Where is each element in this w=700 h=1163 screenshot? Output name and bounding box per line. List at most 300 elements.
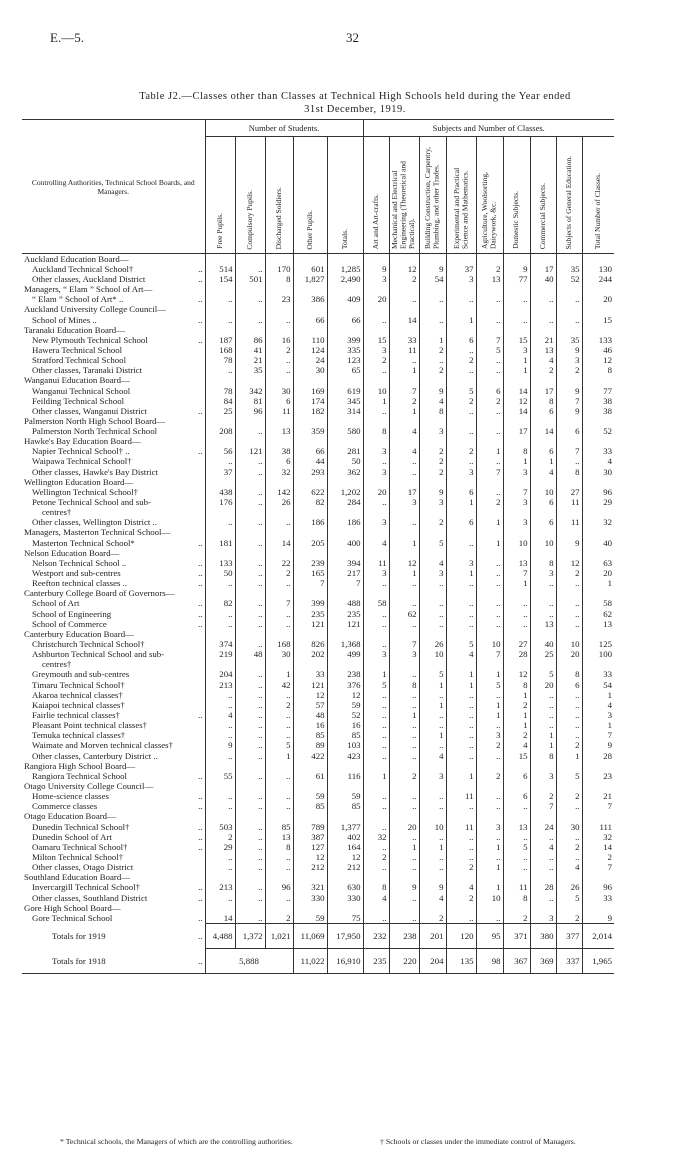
table-cell: .. (235, 315, 265, 325)
table-cell: 13 (582, 619, 614, 629)
table-cell (363, 254, 389, 265)
column-header-label: Agriculture, Woolsorting, Dairywork, &c. (480, 172, 498, 250)
table-cell (530, 437, 556, 447)
table-row (22, 751, 614, 761)
table-cell: 374 (205, 639, 235, 649)
table-cell (363, 761, 389, 771)
table-cell (582, 812, 614, 822)
table-cell: .. (205, 457, 235, 467)
table-cell: .. (530, 862, 556, 872)
table-cell: 7 (389, 386, 419, 396)
table-cell (389, 508, 419, 518)
row-label (22, 949, 205, 974)
table-cell: 8 (265, 842, 293, 852)
table-cell: .. (235, 295, 265, 305)
table-cell: 11 (265, 406, 293, 416)
table-cell (389, 781, 419, 791)
table-cell: 1 (476, 518, 503, 528)
row-label (22, 812, 205, 822)
table-cell: .. (476, 295, 503, 305)
table-cell: 28 (530, 883, 556, 893)
table-cell: .. (363, 700, 389, 710)
table-cell: .. (265, 731, 293, 741)
table-row (22, 254, 614, 265)
row-label (22, 599, 205, 609)
row-label (22, 355, 205, 365)
table-cell: 35 (556, 335, 582, 345)
total-cell: 369 (530, 949, 556, 974)
table-cell (446, 761, 476, 771)
table-cell: 85 (327, 802, 363, 812)
table-cell: 16 (293, 720, 327, 730)
table-cell: .. (389, 700, 419, 710)
table-cell (363, 589, 389, 599)
table-cell (446, 660, 476, 670)
table-cell (293, 305, 327, 315)
table-cell: .. (389, 690, 419, 700)
table-cell: .. (419, 720, 446, 730)
table-cell: 8 (389, 680, 419, 690)
table-cell: .. (363, 862, 389, 872)
table-cell: .. (363, 690, 389, 700)
table-cell: 13 (265, 426, 293, 436)
column-header-label: Totals. (339, 229, 349, 250)
table-cell (363, 812, 389, 822)
table-row (22, 386, 614, 396)
table-cell (419, 376, 446, 386)
table-cell (530, 508, 556, 518)
table-cell: 6 (530, 447, 556, 457)
table-cell: 164 (327, 842, 363, 852)
table-cell: 2 (389, 771, 419, 781)
table-cell: .. (446, 700, 476, 710)
table-cell: .. (205, 852, 235, 862)
row-label-text: Dunedin Technical School† (32, 821, 130, 832)
table-cell (530, 305, 556, 315)
table-cell: 4 (419, 558, 446, 568)
table-cell (293, 508, 327, 518)
row-label (22, 274, 205, 284)
table-cell (363, 325, 389, 335)
table-cell: 6 (556, 426, 582, 436)
table-cell (293, 903, 327, 913)
row-label (22, 376, 205, 386)
table-cell (503, 325, 530, 335)
row-label-text: Waimate and Morven technical classes† (32, 740, 173, 751)
table-cell (293, 376, 327, 386)
table-cell: 14 (503, 386, 530, 396)
table-cell (327, 629, 363, 639)
table-cell (419, 660, 446, 670)
table-cell (363, 528, 389, 538)
row-label-text: Other classes, Taranaki District (32, 365, 143, 376)
table-cell: .. (205, 893, 235, 903)
column-header (389, 137, 419, 254)
table-cell (530, 873, 556, 883)
table-cell: 66 (293, 447, 327, 457)
table-cell: 622 (293, 487, 327, 497)
table-row (22, 325, 614, 335)
table-cell: 14 (389, 315, 419, 325)
table-cell: 4 (205, 710, 235, 720)
column-group-subjects: Subjects and Number of Classes. (363, 120, 614, 137)
table-cell (327, 528, 363, 538)
table-cell: 376 (327, 680, 363, 690)
table-cell (446, 254, 476, 265)
table-cell: 409 (327, 295, 363, 305)
table-cell (235, 305, 265, 315)
row-label-text: Hawera Technical School (32, 345, 123, 355)
table-cell: .. (389, 467, 419, 477)
leader-dots: .. (198, 274, 203, 284)
table-cell (389, 437, 419, 447)
table-cell: 123 (327, 355, 363, 365)
table-cell: 3 (419, 771, 446, 781)
row-label-text: Milton Technical School† (32, 852, 124, 862)
table-cell (293, 416, 327, 426)
table-cell: .. (265, 518, 293, 528)
table-cell: .. (363, 579, 389, 589)
table-cell (582, 629, 614, 639)
row-label-text: Auckland Technical School† (32, 264, 134, 274)
table-cell: 13 (503, 558, 530, 568)
table-cell: 2 (503, 913, 530, 924)
table-cell: 100 (582, 649, 614, 659)
table-cell (446, 629, 476, 639)
table-cell: .. (419, 852, 446, 862)
table-cell: 125 (582, 639, 614, 649)
table-cell (265, 508, 293, 518)
table-cell: 8 (265, 274, 293, 284)
table-cell: 8 (503, 447, 530, 457)
table-cell: 3 (363, 568, 389, 578)
table-cell (503, 629, 530, 639)
table-cell: 4 (530, 467, 556, 477)
table-cell: .. (363, 791, 389, 801)
table-cell: 168 (205, 345, 235, 355)
table-cell: 12 (293, 852, 327, 862)
table-cell: 27 (556, 487, 582, 497)
table-cell: 21 (235, 355, 265, 365)
leader-dots: .. (198, 882, 203, 893)
table-cell (582, 325, 614, 335)
table-cell: .. (476, 426, 503, 436)
table-cell: 15 (363, 335, 389, 345)
merged-total-cell: 5,888 (205, 949, 293, 974)
table-cell: 235 (293, 609, 327, 619)
row-label-text: centres† (42, 507, 72, 518)
table-cell: 330 (293, 893, 327, 903)
table-cell: 9 (582, 741, 614, 751)
table-cell: .. (476, 315, 503, 325)
table-cell (446, 376, 476, 386)
table-cell: .. (235, 852, 265, 862)
row-label-text: Managers, “ Elam ” School of Art— (24, 284, 153, 295)
column-header (556, 137, 582, 254)
table-cell: 52 (556, 274, 582, 284)
table-cell (476, 254, 503, 265)
table-cell: 32 (363, 832, 389, 842)
table-cell (265, 477, 293, 487)
row-label (22, 741, 205, 751)
table-cell (446, 416, 476, 426)
row-label-text: Pleasant Point technical classes† (32, 720, 148, 731)
table-cell: 284 (327, 497, 363, 507)
table-cell (582, 416, 614, 426)
table-cell: 235 (327, 609, 363, 619)
table-cell: 386 (293, 295, 327, 305)
table-cell: 1 (503, 366, 530, 376)
table-cell: .. (265, 862, 293, 872)
table-cell: 133 (205, 558, 235, 568)
table-cell: 25 (205, 406, 235, 416)
table-cell: .. (265, 690, 293, 700)
table-cell: 8 (503, 680, 530, 690)
column-header-label: Commercial Subjects. (537, 182, 547, 250)
table-cell: 402 (327, 832, 363, 842)
table-cell (582, 528, 614, 538)
row-label-text: Palmerston North High School Board— (24, 416, 166, 426)
table-cell: 81 (235, 396, 265, 406)
column-header-controlling-authorities: Controlling Authorities, Technical School Boards, and Managers. (22, 120, 205, 254)
table-cell: .. (476, 802, 503, 812)
table-cell: 35 (556, 264, 582, 274)
table-cell (265, 873, 293, 883)
table-cell (265, 376, 293, 386)
table-cell: 10 (419, 649, 446, 659)
leader-dots: .. (198, 446, 203, 457)
table-cell: 62 (582, 609, 614, 619)
table-cell (293, 873, 327, 883)
table-cell: 15 (503, 335, 530, 345)
table-cell (327, 548, 363, 558)
table-cell: 213 (205, 680, 235, 690)
table-cell (476, 781, 503, 791)
table-cell: 244 (582, 274, 614, 284)
leader-dots: .. (198, 294, 203, 305)
table-cell: .. (235, 710, 265, 720)
table-cell: .. (389, 579, 419, 589)
table-cell: 181 (205, 538, 235, 548)
table-cell: 2 (556, 741, 582, 751)
table-cell: .. (235, 832, 265, 842)
table-cell: 4 (446, 649, 476, 659)
table-cell (530, 284, 556, 294)
row-label-text: Feilding Technical School (32, 395, 125, 406)
table-cell: .. (205, 731, 235, 741)
table-cell: .. (235, 518, 265, 528)
table-cell: .. (530, 893, 556, 903)
table-cell: 8 (503, 893, 530, 903)
table-cell: 2 (530, 366, 556, 376)
table-cell: .. (389, 355, 419, 365)
table-cell (503, 437, 530, 447)
table-cell: 130 (582, 264, 614, 274)
table-cell (327, 903, 363, 913)
table-cell (363, 376, 389, 386)
row-label-text: Other classes, Southland District (32, 892, 148, 903)
table-cell: .. (556, 599, 582, 609)
row-label-text: Auckland University College Council— (24, 304, 166, 315)
table-cell: 205 (293, 538, 327, 548)
table-cell: 3 (476, 822, 503, 832)
table-cell (582, 903, 614, 913)
table-cell (556, 589, 582, 599)
table-cell: .. (446, 852, 476, 862)
table-cell: 6 (265, 457, 293, 467)
row-label-text: Taranaki Education Board— (24, 324, 126, 335)
table-cell: 2 (419, 913, 446, 924)
table-cell: .. (446, 609, 476, 619)
table-cell: .. (235, 426, 265, 436)
table-cell: 37 (446, 264, 476, 274)
table-row (22, 609, 614, 619)
table-cell (205, 508, 235, 518)
table-cell: 85 (293, 802, 327, 812)
table-cell: 96 (235, 406, 265, 416)
table-cell: .. (556, 700, 582, 710)
table-cell: 8 (530, 558, 556, 568)
table-cell: .. (556, 619, 582, 629)
row-label-text: Dunedin School of Art (32, 832, 112, 842)
table-cell: 9 (419, 883, 446, 893)
table-cell: 3 (530, 913, 556, 924)
table-cell: 1 (476, 447, 503, 457)
table-cell (205, 781, 235, 791)
leader-dots: .. (198, 892, 203, 903)
table-cell (556, 812, 582, 822)
table-row (22, 497, 614, 507)
table-row (22, 761, 614, 771)
table-cell (205, 254, 235, 265)
table-cell: .. (556, 710, 582, 720)
table-cell (556, 325, 582, 335)
table-cell: .. (476, 568, 503, 578)
table-cell: 11 (446, 791, 476, 801)
table-cell (582, 437, 614, 447)
table-cell: .. (265, 315, 293, 325)
table-row (22, 508, 614, 518)
table-cell: 4 (419, 396, 446, 406)
table-cell: 77 (503, 274, 530, 284)
total-cell: 11,022 (293, 949, 327, 974)
table-cell (389, 629, 419, 639)
table-body (22, 254, 614, 974)
table-cell: 2 (582, 852, 614, 862)
table-cell (446, 508, 476, 518)
table-cell: 4 (419, 751, 446, 761)
table-cell (293, 325, 327, 335)
table-cell: 213 (205, 883, 235, 893)
column-header-label: Free Pupils. (214, 213, 224, 250)
table-cell (446, 477, 476, 487)
table-cell: 499 (327, 649, 363, 659)
table-cell: .. (235, 802, 265, 812)
table-cell (503, 376, 530, 386)
page-header (50, 30, 655, 46)
table-cell: 85 (265, 822, 293, 832)
table-cell (530, 477, 556, 487)
table-cell: 1 (476, 710, 503, 720)
table-cell: 1 (476, 700, 503, 710)
row-label-text: New Plymouth Technical School (32, 335, 148, 345)
table-cell (582, 508, 614, 518)
table-cell: 3 (363, 518, 389, 528)
row-label-text: Nelson Technical School .. (32, 558, 127, 568)
table-cell: 52 (327, 710, 363, 720)
table-cell: 7 (503, 487, 530, 497)
table-cell: .. (556, 457, 582, 467)
table-cell (476, 873, 503, 883)
table-cell: 2 (476, 771, 503, 781)
totals-row (22, 949, 614, 974)
table-cell: .. (235, 538, 265, 548)
table-cell (363, 437, 389, 447)
table-cell (265, 254, 293, 265)
table-cell: 3 (530, 771, 556, 781)
table-cell: 2 (476, 396, 503, 406)
table-cell: .. (556, 295, 582, 305)
row-label (22, 761, 205, 771)
table-cell: .. (556, 832, 582, 842)
table-row (22, 396, 614, 406)
row-label (22, 924, 205, 949)
table-cell: 38 (582, 396, 614, 406)
table-cell: 1 (503, 690, 530, 700)
table-cell: 13 (265, 832, 293, 842)
table-cell: 422 (293, 751, 327, 761)
table-cell: 2 (446, 862, 476, 872)
row-label (22, 629, 205, 639)
table-cell: 2 (446, 355, 476, 365)
table-cell (235, 903, 265, 913)
table-cell: 3 (503, 497, 530, 507)
table-row (22, 852, 614, 862)
table-cell (419, 812, 446, 822)
table-cell (235, 781, 265, 791)
table-cell (556, 528, 582, 538)
table-cell: 111 (582, 822, 614, 832)
row-label-text: Fairlie technical classes† (32, 710, 120, 720)
table-cell: .. (419, 832, 446, 842)
classes-table (22, 119, 614, 974)
table-cell (446, 812, 476, 822)
table-cell (503, 508, 530, 518)
table-cell: 3 (363, 274, 389, 284)
table-cell: 116 (327, 771, 363, 781)
table-cell: .. (265, 609, 293, 619)
table-cell: 6 (530, 406, 556, 416)
table-cell: .. (205, 579, 235, 589)
table-cell: 20 (556, 649, 582, 659)
table-cell: 78 (205, 355, 235, 365)
table-row (22, 477, 614, 487)
table-title-line-2: 31st December, 1919. (304, 104, 406, 115)
column-header-label: Other Pupils. (304, 209, 314, 250)
table-cell: .. (476, 366, 503, 376)
table-cell: .. (446, 751, 476, 761)
table-cell: .. (446, 426, 476, 436)
table-cell (265, 437, 293, 447)
table-cell: 32 (582, 518, 614, 528)
row-label (22, 426, 205, 436)
row-label-text: Other classes, Hawke's Bay District (32, 466, 158, 477)
table-cell: .. (476, 355, 503, 365)
row-label (22, 579, 205, 589)
table-cell (293, 477, 327, 487)
row-label (22, 781, 205, 791)
table-cell: 33 (389, 335, 419, 345)
